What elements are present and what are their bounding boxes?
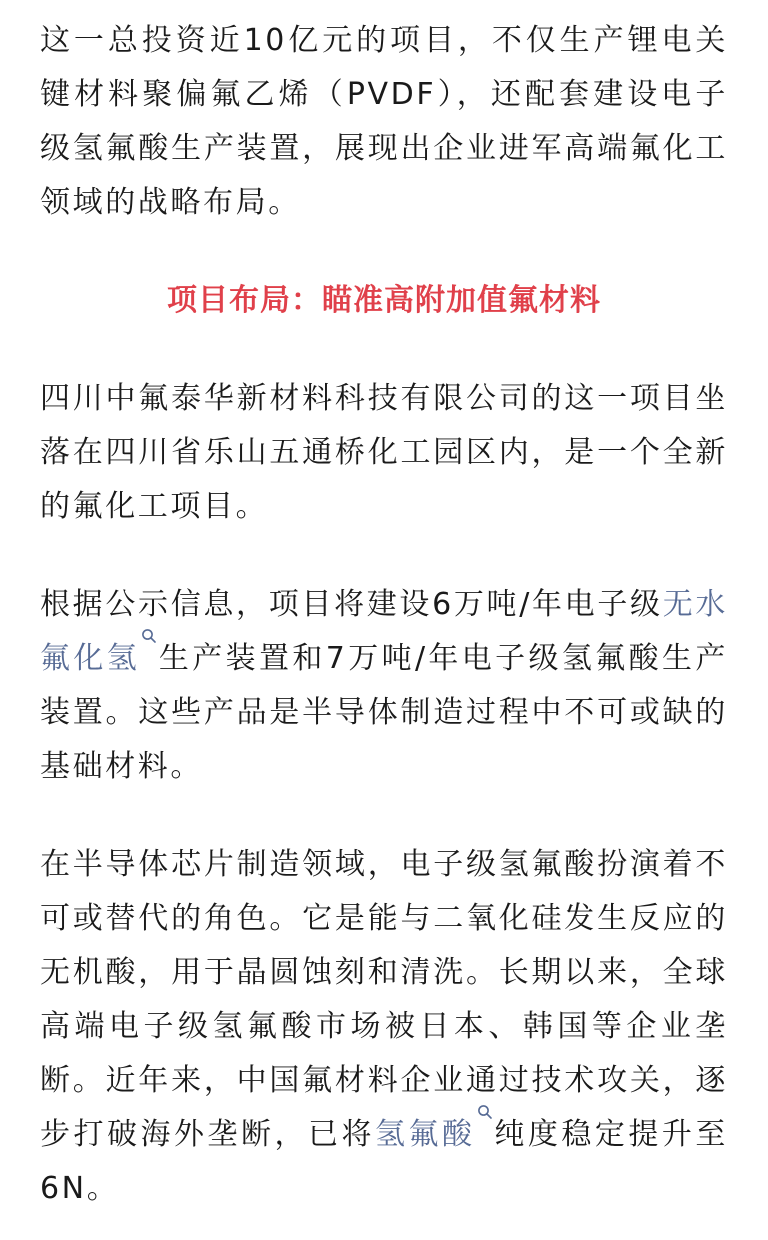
paragraph-text: 纯度稳定提升至6N。 <box>40 1117 728 1206</box>
section-heading: 项目布局：瞄准高附加值氟材料 <box>167 283 601 318</box>
paragraph-semiconductor <box>40 838 728 1216</box>
paragraph-text: 根据公示信息，项目将建设6万吨/年电子级 <box>40 587 663 622</box>
search-icon <box>476 1108 494 1138</box>
keyword-link-label: 氢氟酸 <box>375 1117 476 1152</box>
paragraph-capacity <box>40 578 728 794</box>
paragraph-intro: 这一总投资近10亿元的项目，不仅生产锂电关键材料聚偏氟乙烯（PVDF），还配套建设电子级氢氟酸生产装置，展现出企业进军高端氟化工领域的战略布局。 <box>40 23 728 220</box>
paragraph-location: 四川中氟泰华新材料科技有限公司的这一项目坐落在四川省乐山五通桥化工园区内，是一个全新的氟化工项目。 <box>40 381 728 524</box>
article-body <box>40 14 728 1216</box>
search-icon <box>140 632 158 662</box>
keyword-link-hydrofluoric-acid[interactable] <box>375 1117 494 1152</box>
keyword-link-label: 无水氟化氢 <box>40 587 728 676</box>
paragraph-text: 生产装置和7万吨/年电子级氢氟酸生产装置。这些产品是半导体制造过程中不可或缺的基础材料。 <box>40 641 728 784</box>
paragraph-text: 在半导体芯片制造领域，电子级氢氟酸扮演着不可或替代的角色。它是能与二氧化硅发生反应的无机酸，用于晶圆蚀刻和清洗。长期以来，全球高端电子级氢氟酸市场被日本、韩国等企业垄断。近年来，中国氟材料企业通过技术攻关，逐步打破海外垄断，已将 <box>40 847 728 1152</box>
